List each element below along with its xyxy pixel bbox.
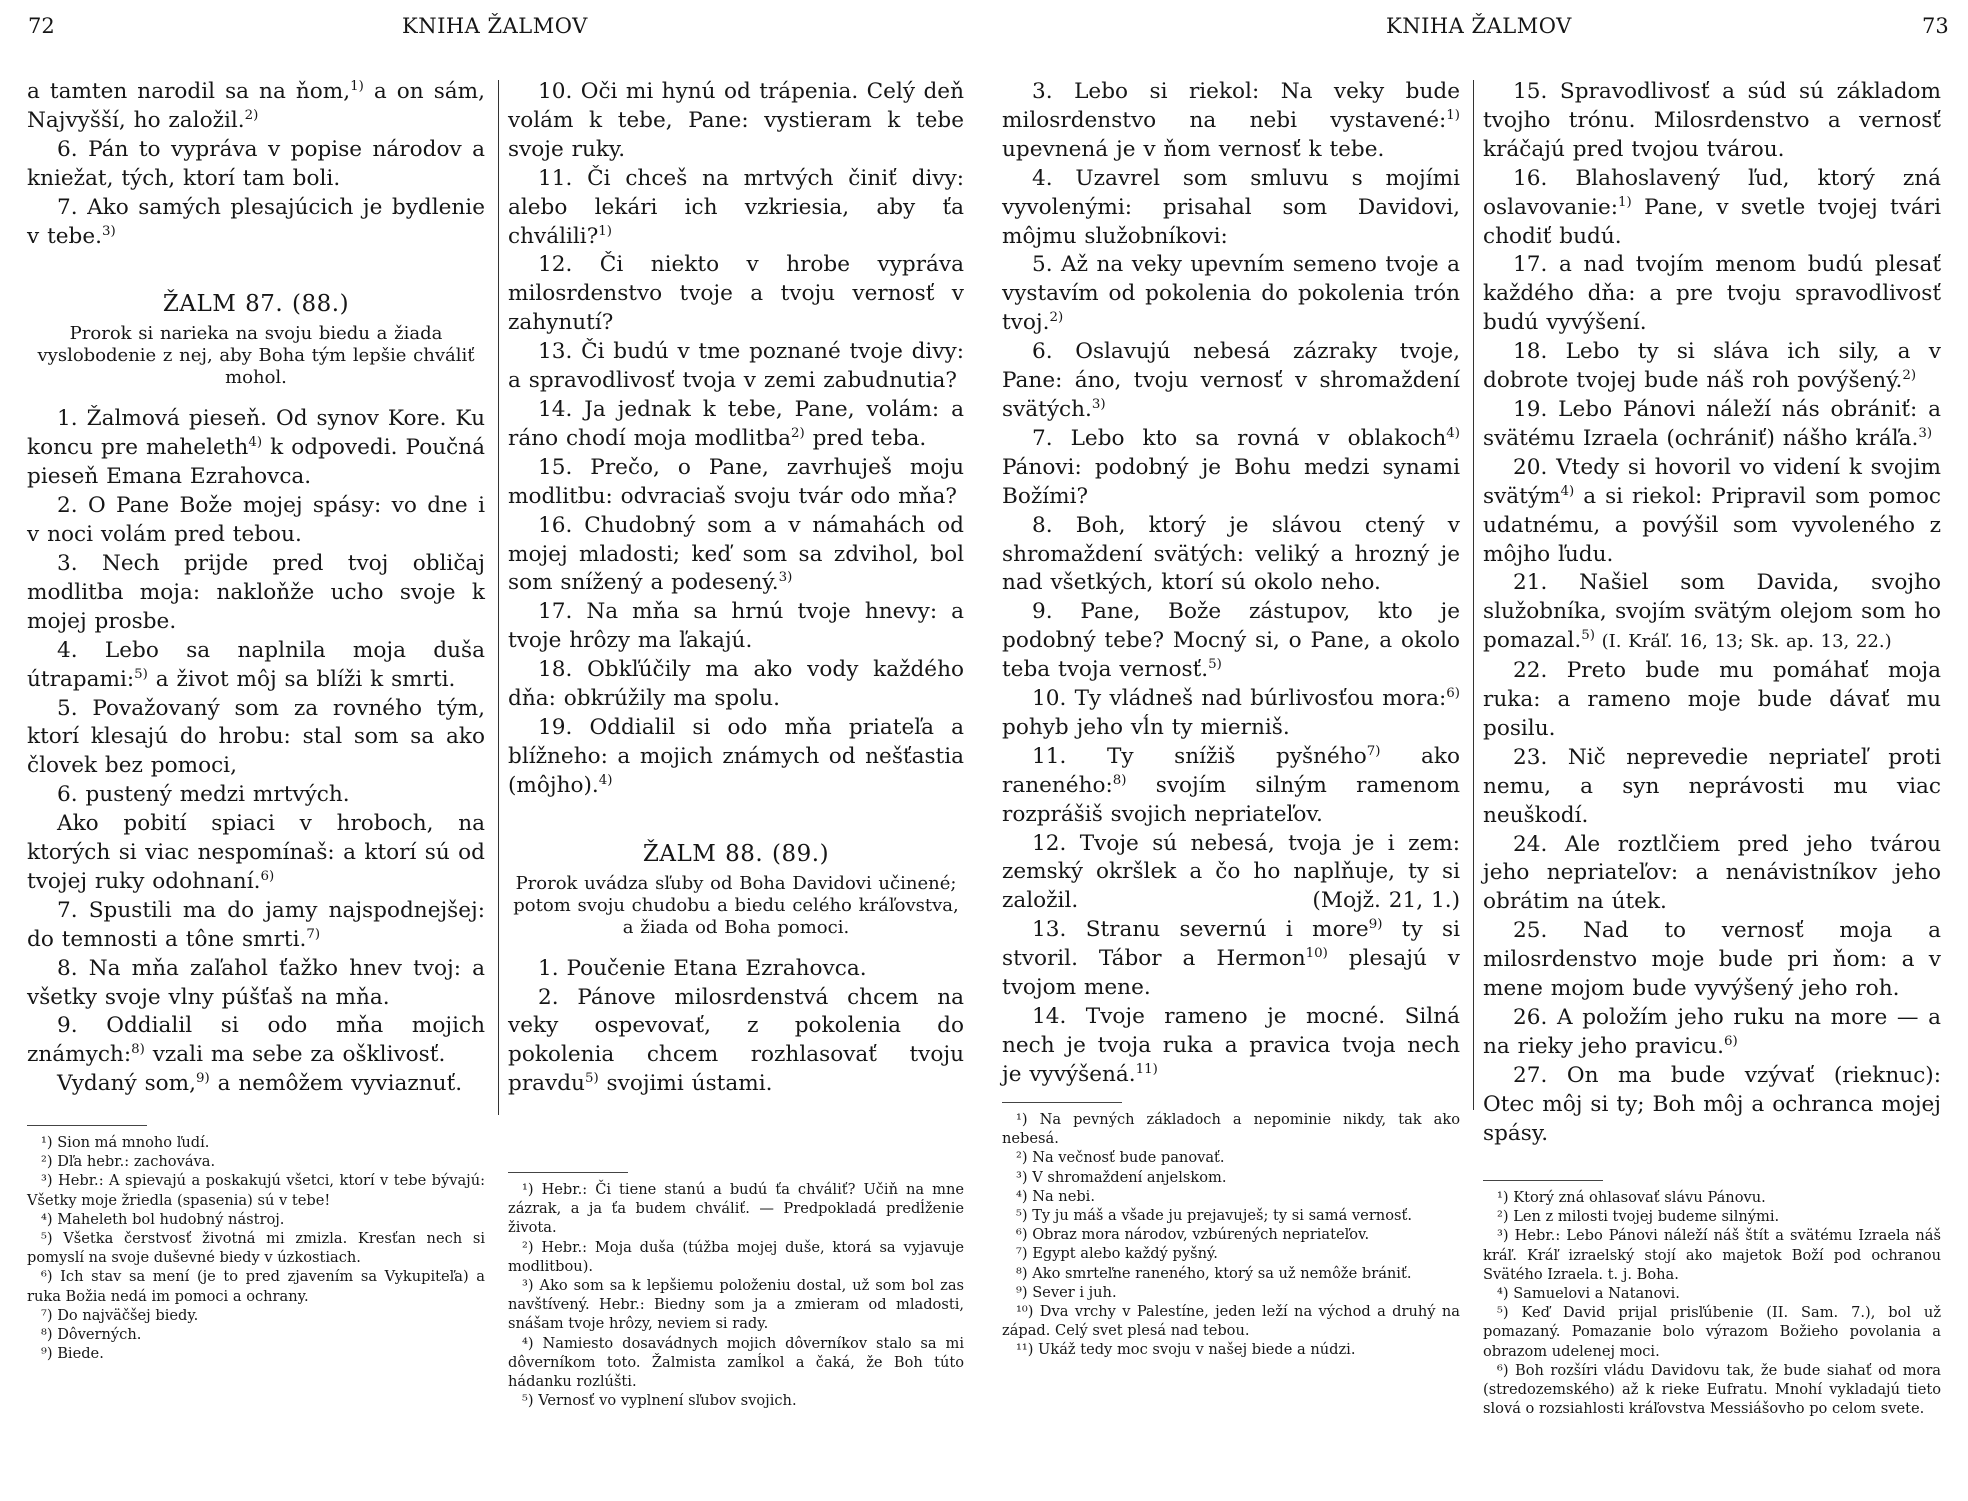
footnote-text: Keď David prijal prisľúbenie (II. Sam. 7.), bol už pomazaný. Pomazanie bolo výrazom Božieho povolania a obrazom udelenej moci. <box>1483 1304 1942 1360</box>
right-column-2 <box>1483 78 1941 1149</box>
verse-7: 7. Ako samých plesajúcich je bydlenie v tebe.$^{3)}$ <box>27 194 485 249</box>
psalm-summary: Prorok uvádza sľuby od Boha Davidovi učinené; potom svoju chudobu a biedu celého kráľovstva, a žiada od Boha pomoci. <box>513 872 959 938</box>
page-number: 73 <box>1922 14 1949 38</box>
verse-26: 26. A položím jeho ruku na more — a na rieky jeho pravicu.$^{6)}$ <box>1483 1005 1941 1059</box>
verse-6: 6. Pán to vypráva v popise národov a kniežat, tých, ktorí tam boli. <box>27 136 485 191</box>
footnote-marker: ⁵) <box>1016 1207 1028 1225</box>
right-page <box>984 0 1968 1501</box>
verse-11: 11. Či chceš na mrtvých činiť divy: alebo lekári ich vzkriesia, aby ťa chválili?$^{1)}$ <box>508 165 964 249</box>
footnote-marker: ³) <box>1016 1168 1028 1186</box>
footnote-marker: ¹) <box>41 1134 53 1151</box>
running-header: KNIHA ŽALMOV <box>1386 14 1572 38</box>
verse-3: 3. Lebo si riekol: Na veky bude milosrdenstvo na nebi vystavené:$^{1)}$ upevnená je v ňom vernosť k tebe. <box>1002 79 1460 162</box>
footnote-text: Ukáž tedy moc svoju v našej biede a núdzi. <box>1038 1341 1356 1359</box>
verse-17: 17. a nad tvojím menom budú plesať každého dňa: a pre tvoju spravodlivosť budú vyvýšení. <box>1483 252 1941 336</box>
footnote-marker: ⁸) <box>41 1326 53 1344</box>
footnote-text: Sion má mnoho ľudí. <box>57 1134 210 1151</box>
verse-22: 22. Preto bude mu pomáhať moja ruka: a rameno moje bude dávať mu posilu. <box>1483 658 1941 741</box>
footnote <box>1002 1302 1460 1340</box>
footnote <box>1483 1207 1941 1226</box>
footnote <box>508 1334 964 1392</box>
footnotes-right-col-1 <box>1002 1110 1460 1360</box>
footnote-separator <box>508 1172 628 1173</box>
verse-2: 2. Pánove milosrdenstvá chcem na veky ospevovať, z pokolenia do pokolenia chcem rozhlasovať tvoju pravdu$^{5)}$ svojimi ústami. <box>508 984 964 1097</box>
footnote-marker: ⁶) <box>1016 1226 1028 1244</box>
footnote <box>508 1391 964 1410</box>
verse-18: 18. Lebo ty si sláva ich sily, a v dobrote tvojej bude náš roh povýšený.$^{2)}$ <box>1483 339 1941 394</box>
footnote-text: Vernosť vo vyplnení sľubov svojich. <box>538 1392 797 1410</box>
column-divider <box>498 80 499 1115</box>
verse-9-cont: Vydaný som,$^{9)}$ a nemôžem vyviaznuť. <box>57 1071 463 1097</box>
footnote-marker: ⁹) <box>41 1345 53 1363</box>
footnote-marker: ³) <box>1497 1227 1509 1245</box>
verse-19: 19. Lebo Pánovi náleží nás obrániť: a svätému Izraela (ochrániť) nášho kráľa.$^{3)}$ <box>1483 396 1941 451</box>
footnote <box>27 1210 485 1229</box>
footnote-marker: ¹¹) <box>1016 1341 1034 1359</box>
verse-27: 27. On ma bude vzývať (rieknuc): Otec môj si ty; Boh môj a ochranca mojej spásy. <box>1483 1062 1941 1146</box>
verse-21: 21. Našiel som Davida, svojho služobníka, svojím svätým olejom som ho pomazal.$^{5)}$ (I. Kráľ. 16, 13; Sk. ap. 13, 22.) <box>1483 570 1941 654</box>
footnote-text: Samuelovi a Natanovi. <box>1513 1285 1680 1303</box>
verse-12: 12. Tvoje sú nebesá, tvoja je i zem: zemský okršlek a čo ho naplňuje, ty si založil. (Mojž. 21, 1.) <box>1002 830 1460 917</box>
footnote <box>1002 1225 1460 1244</box>
verse-10: 10. Ty vládneš nad búrlivosťou mora:$^{6)}$ pohyb jeho vĺn ty mierniš. <box>1002 686 1460 740</box>
verse-10: 10. Oči mi hynú od trápenia. Celý deň volám k tebe, Pane: vystieram k tebe svoje ruky. <box>508 79 964 162</box>
footnote <box>1002 1168 1460 1187</box>
verse-25: 25. Nad to vernosť moja a milosrdenstvo moje bude pri ňom: a v mene mojom bude vyvýšený jeho roh. <box>1483 918 1941 1002</box>
footnote-text: Dva vrchy v Palestíne, jeden leží na východ a druhý na západ. Celý svet plesá nad tebou. <box>1002 1303 1461 1340</box>
footnote-text: Ich stav sa mení (je to pred zjavením sa Vykupiteľa) a ruka Božia nedá im pomoci a ochrany. <box>27 1268 485 1305</box>
footnote-marker: ⁷) <box>1016 1245 1028 1263</box>
footnote-text: Ktorý zná ohlasovať slávu Pánovu. <box>1513 1189 1766 1206</box>
footnote-text: Ty ju máš a všade ju prejavuješ; ty si samá vernosť. <box>1032 1207 1412 1225</box>
footnote-marker: ²) <box>41 1153 53 1171</box>
footnote-text: Hebr.: Lebo Pánovi náleží náš štít a svätému Izraela náš kráľ. Kráľ izraelský stojí ako majetok Boží pod ochranou Svätého Izraela. t. j. Boha. <box>1483 1227 1941 1283</box>
footnote-text: Na večnosť bude panovať. <box>1032 1149 1225 1167</box>
psalm-heading: ŽALM 88. (89.) <box>642 840 830 867</box>
verse-3: 3. Nech prijde pred tvoj obličaj modlitba moja: nakloňže ucho svoje k mojej prosbe. <box>27 550 485 634</box>
footnote <box>1002 1110 1460 1148</box>
footnote-marker: ⁸) <box>1016 1264 1028 1282</box>
footnote <box>1483 1226 1941 1284</box>
footnote-marker: ⁴) <box>1016 1187 1028 1205</box>
footnote <box>1002 1206 1460 1225</box>
footnote <box>508 1276 964 1334</box>
verse-8: 8. Boh, ktorý je slávou ctený v shromaždení svätých: veliký a hrozný je nad všetkých, ktorí sú okolo neho. <box>1002 512 1460 596</box>
verse-24: 24. Ale roztlčiem pred jeho tvárou jeho nepriateľov: a nenávistníkov jeho obrátim na útek. <box>1483 831 1941 915</box>
footnote-marker: ¹) <box>1016 1111 1028 1128</box>
footnotes-right-col-2 <box>1483 1188 1941 1418</box>
footnote-marker: ¹) <box>1497 1189 1509 1206</box>
footnote-marker: ⁷) <box>41 1306 53 1324</box>
verse-11: 11. Ty snížiš pyšného$^{7)}$ ako raneného:$^{8)}$ svojím silným ramenom rozprášiš svojich nepriateľov. <box>1002 743 1460 827</box>
verse-1: 1. Žalmová pieseň. Od synov Kore. Ku koncu pre maheleth$^{4)}$ k odpovedi. Poučná pieseň Emana Ezrahovca. <box>27 406 485 490</box>
left-column-1 <box>27 78 485 1099</box>
verse-12: 12. Či niekto v hrobe vypráva milosrdenstvo tvoje a tvoju vernosť v zahynutí? <box>508 252 964 336</box>
footnote-text: Ako som sa k lepšiemu položeniu dostal, už som bol zas navštívený. Hebr.: Biedny som ja a zmieram od mladosti, snášam tvoje hrôzy, neviem si rady. <box>508 1277 965 1333</box>
footnote-text: Hebr.: Či tiene stanú a budú ťa chváliť? Učiň na mne zázrak, a ja ťa budem chváliť. — Predpokladá predĺženie života. <box>508 1181 964 1237</box>
footnote <box>27 1133 485 1152</box>
psalm-summary: Prorok si narieka na svoju biedu a žiada vyslobodenie z nej, aby Boha tým lepšie chváliť mohol. <box>37 323 475 389</box>
footnote-marker: ⁹) <box>1016 1283 1028 1301</box>
right-column-1 <box>1002 78 1460 1090</box>
verse-8: 8. Na mňa zaľahol ťažko hnev tvoj: a všetky svoje vlny púšťaš na mňa. <box>27 955 485 1010</box>
verse-23: 23. Nič neprevedie nepriateľ proti nemu, a syn neprávosti mu viac neuškodí. <box>1483 744 1941 828</box>
footnote-text: Ako smrteľne raneného, ktorý sa už nemôže brániť. <box>1032 1264 1412 1282</box>
footnote-text: Namiesto dosavádnych mojich dôverníkov stalo sa mi dôverníkom toto. Žalmista zamĺkol a čaká, že Boh túto hádanku rozlúšti. <box>508 1334 965 1391</box>
page-number: 72 <box>28 14 55 38</box>
verse-4: 4. Uzavrel som smluvu s mojími vyvolenými: prisahal som Davidovi, môjmu služobníkovi: <box>1002 165 1460 249</box>
footnote-text: Maheleth bol hudobný nástroj. <box>57 1210 285 1228</box>
verse-9: 9. Pane, Bože zástupov, kto je podobný tebe? Mocný si, o Pane, a okolo teba tvoja vernosť.$^{5)}$ <box>1002 599 1460 683</box>
footnote <box>27 1267 485 1305</box>
footnote-marker: ⁴) <box>41 1210 53 1228</box>
verse-6-cont: Ako pobití spiaci v hroboch, na ktorých si viac nespomínaš: a ktorí sú od tvojej ruky odohnaní.$^{6)}$ <box>27 811 485 894</box>
footnote-text: Všetka čerstvosť životná mi zmizla. Kresťan nech si pomyslí na svoje duševné biedy v úzkostiach. <box>27 1230 485 1267</box>
footnote-separator <box>1002 1102 1122 1103</box>
footnote-text: Dľa hebr.: zachováva. <box>57 1153 216 1171</box>
verse-17: 17. Na mňa sa hrnú tvoje hnevy: a tvoje hrôzy ma ľakajú. <box>508 599 964 654</box>
verse-19: 19. Oddialil si odo mňa priateľa a blížneho: a mojich známych od nešťastia (môjho).$^{4)}$ <box>508 714 964 798</box>
footnote-marker: ⁶) <box>1497 1361 1509 1379</box>
footnote <box>27 1171 485 1209</box>
footnote-text: Dôverných. <box>57 1326 142 1344</box>
footnote <box>508 1180 964 1238</box>
verse-13: 13. Stranu severnú i more$^{9)}$ ty si stvoril. Tábor a Hermon$^{10)}$ plesajú v tvojom mene. <box>1002 917 1460 1001</box>
footnote-marker: ⁵) <box>522 1392 534 1410</box>
verse-4: 4. Lebo sa naplnila moja duša útrapami:$^{5)}$ a život môj sa blíži k smrti. <box>27 637 485 692</box>
footnote-text: Hebr.: A spievajú a poskakujú všetci, ktorí v tebe bývajú: Všetky moje žriedla (spasenia) sú v tebe! <box>27 1172 486 1209</box>
verse-6: 6. Oslavujú nebesá zázraky tvoje, Pane: áno, tvoju vernosť v shromaždení svätých.$^{3)}$ <box>1002 339 1460 422</box>
footnote-text: Biede. <box>57 1345 104 1363</box>
left-column-2 <box>508 78 964 1099</box>
footnote-separator <box>1483 1180 1603 1181</box>
footnote-text: V shromaždení anjelskom. <box>1032 1168 1227 1186</box>
verse-7: 7. Spustili ma do jamy najspodnejšej: do temnosti a tône smrti.$^{7)}$ <box>27 897 485 952</box>
footnote-text: Hebr.: Moja duša (túžba mojej duše, ktorá sa vyjavuje modlitbou). <box>508 1238 964 1275</box>
footnote-marker: ³) <box>41 1172 53 1190</box>
footnote <box>508 1238 964 1276</box>
footnote-marker: ²) <box>1016 1149 1028 1167</box>
psalm-heading: ŽALM 87. (88.) <box>162 291 350 318</box>
footnote <box>1483 1361 1941 1419</box>
footnote-text: Obraz mora národov, vzbúrených nepriateľov. <box>1032 1226 1370 1244</box>
verse-13: 13. Či budú v tme poznané tvoje divy: a spravodlivosť tvoja v zemi zabudnutia? <box>508 339 964 394</box>
footnote <box>1483 1303 1941 1361</box>
footnote-text: Do najväčšej biedy. <box>57 1306 199 1324</box>
verse-20: 20. Vtedy si hovoril vo videní k svojim svätým$^{4)}$ a si riekol: Pripravil som pomoc udatnému, a povýšil som vyvoleného z môjho ľudu. <box>1483 454 1941 567</box>
verse-5: 5. Považovaný som za rovného tým, ktorí klesajú do hrobu: stal som sa ako človek bez pomoci, <box>27 695 485 779</box>
footnote <box>1002 1244 1460 1263</box>
footnote <box>27 1229 485 1267</box>
running-header: KNIHA ŽALMOV <box>402 14 588 38</box>
verse-1: 1. Poučenie Etana Ezrahovca. <box>538 955 867 981</box>
verse-14: 14. Ja jednak k tebe, Pane, volám: a ráno chodí moja modlitba$^{2)}$ pred teba. <box>508 396 964 451</box>
footnote-marker: ²) <box>1497 1208 1509 1226</box>
verse-15: 15. Prečo, o Pane, zavrhuješ moju modlitbu: odvraciaš svoju tvár odo mňa? <box>508 454 964 509</box>
footnote <box>1002 1148 1460 1167</box>
verse-15: 15. Spravodlivosť a súd sú základom tvojho trónu. Milosrdenstvo a vernosť kráčajú pred tvojou tvárou. <box>1483 79 1941 162</box>
verse-6: 6. pustený medzi mrtvých. <box>57 782 350 808</box>
footnote-marker: ²) <box>522 1238 534 1256</box>
footnote-marker: ¹⁰) <box>1016 1303 1034 1321</box>
footnotes-left-col-2 <box>508 1180 964 1410</box>
footnote-separator <box>27 1125 147 1126</box>
footnote-marker: ⁵) <box>1497 1304 1509 1322</box>
footnote <box>27 1344 485 1363</box>
footnote-marker: ⁴) <box>522 1334 534 1352</box>
footnote <box>1483 1284 1941 1303</box>
footnote <box>1483 1188 1941 1207</box>
footnote <box>1002 1283 1460 1302</box>
footnote-text: Egypt alebo každý pyšný. <box>1032 1245 1218 1263</box>
verse-16: 16. Chudobný som a v námahách od mojej mladosti; keď som sa zdvihol, bol som snížený a podesený.$^{3)}$ <box>508 512 964 596</box>
footnote <box>1002 1264 1460 1283</box>
footnote-text: Na pevných základoch a nepominie nikdy, tak ako nebesá. <box>1002 1111 1460 1148</box>
footnote <box>27 1325 485 1344</box>
verse-16: 16. Blahoslavený ľud, ktorý zná oslavovanie:$^{1)}$ Pane, v svetle tvojej tvári chodiť budú. <box>1483 165 1941 249</box>
footnotes-left-col-1 <box>27 1133 485 1363</box>
verse-5: 5. Až na veky upevním semeno tvoje a vystavím od pokolenia do pokolenia trón tvoj.$^{2)}$ <box>1002 252 1460 336</box>
footnote-text: Na nebi. <box>1032 1187 1095 1205</box>
footnote-marker: ¹) <box>522 1181 534 1198</box>
verse-14: 14. Tvoje rameno je mocné. Silná nech je tvoja ruka a pravica tvoja nech je vyvýšená.$^{11)}$ <box>1002 1004 1460 1087</box>
footnote <box>27 1152 485 1171</box>
footnote-marker: ⁴) <box>1497 1285 1509 1303</box>
footnote-marker: ⁵) <box>41 1230 53 1248</box>
footnote-text: Sever i juh. <box>1032 1283 1117 1301</box>
verse-7: 7. Lebo kto sa rovná v oblakoch$^{4)}$ Pánovi: podobný je Bohu medzi synami Božími? <box>1002 425 1460 509</box>
footnote <box>1002 1340 1460 1359</box>
verse-2: 2. O Pane Bože mojej spásy: vo dne i v noci volám pred tebou. <box>27 493 485 548</box>
verse-9: 9. Oddialil si odo mňa mojich známych:$^{8)}$ vzali ma sebe za ošklivosť. <box>27 1013 485 1068</box>
column-divider <box>1473 80 1474 1110</box>
footnote-text: Boh rozšíri vládu Davidovu tak, že bude siahať od mora (stredozemského) až k rieke Eufratu. Mnohí vykladajú tieto slová o rozsiahlosti kráľovstva Messiášovho po celom svete. <box>1483 1361 1941 1418</box>
verse-text: a tamten narodil sa na ňom,$^{1)}$ a on sám, Najvyšší, ho založil.$^{2)}$ <box>27 78 485 133</box>
footnote <box>1002 1187 1460 1206</box>
verse-18: 18. Obkľúčily ma ako vody každého dňa: obkrúžily ma spolu. <box>508 657 964 712</box>
footnote-marker: ⁶) <box>41 1268 53 1286</box>
footnote <box>27 1306 485 1325</box>
footnote-text: Len z milosti tvojej budeme silnými. <box>1513 1208 1780 1226</box>
cross-reference: (Mojž. 21, 1.) <box>1312 888 1460 914</box>
footnote-marker: ³) <box>522 1277 534 1295</box>
